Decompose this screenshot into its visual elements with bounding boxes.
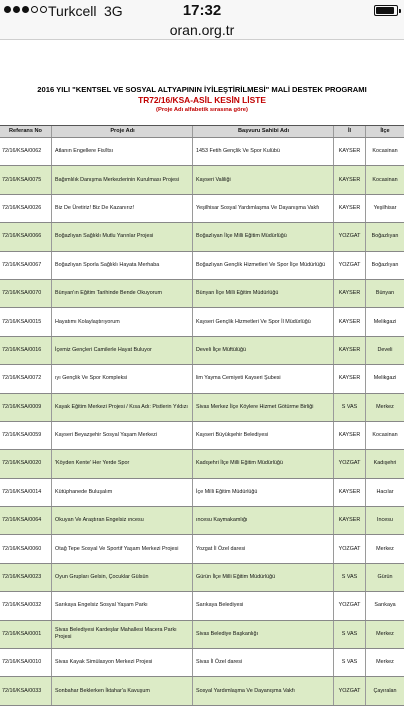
cell-applicant: lim Yayma Cemiyeti Kayseri Şubesi [193,365,334,392]
cell-applicant: Sarıkaya Belediyesi [193,592,334,619]
cell-district: Çayıralan [373,687,397,694]
table-row [0,166,404,194]
column-header-project: Proje Adı [52,126,193,137]
table-row [0,535,404,563]
column-header-applicant: Başvuru Sahibi Adı [193,126,334,137]
column-header-district: İlçe [380,128,390,134]
table-row [0,592,404,620]
document-note: (Proje Adı alfabetik sırasına göre) [156,107,248,113]
cell-ref: 72/16/KSA/0059 [0,422,52,449]
cell-district: Melikgazi [373,318,397,325]
table-row [0,649,404,677]
table-row [0,252,404,280]
battery-level [376,7,394,14]
cell-district: Develi [377,346,393,353]
cell-province: S VAS [334,394,366,421]
cell-province: YOZGAT [334,592,366,619]
cell-ref: 72/16/KSA/0070 [0,280,52,307]
cell-project: Sivas Kayak Simülasyon Merkezi Projesi [52,649,193,676]
cell-district: Merkez [376,659,394,666]
cell-province: S VAS [334,564,366,591]
cell-district: Incesu [377,517,393,524]
cell-ref: 72/16/KSA/0062 [0,138,52,165]
cell-project: Bağımlılık Danışma Merkezlerinin Kurulması Projesi [52,166,193,193]
cell-project: Otağ Tepe Sosyal Ve Sportif Yaşam Merkezi Projesi [52,535,193,562]
cell-applicant: Kadışehri İlçe Milli Eğitim Müdürlüğü [193,450,334,477]
cell-province: YOZGAT [334,535,366,562]
cell-district: Boğazlıyan [371,261,399,268]
cell-district: Merkez [376,403,394,410]
cell-applicant: Yeşilhisar Sosyal Yardımlaşma Ve Dayanışma Vakfı [193,195,334,222]
table-header-row [0,126,404,138]
cell-applicant: Sivas Merkez İlçe Köylere Hizmet Götürme Birliği [193,394,334,421]
table-row [0,223,404,251]
cell-applicant: Kayseri Büyükşehir Belediyesi [193,422,334,449]
table-row [0,507,404,535]
cell-project: Bünyan'ın Eğitim Tarihinde Bende Okuyorum [52,280,193,307]
cell-province: KAYSER [334,308,366,335]
cell-project: Atlanın Engellere Fis/ltsı [52,138,193,165]
cell-province: KAYSER [334,422,366,449]
table-row [0,422,404,450]
network-type: 3G [104,3,123,19]
cell-project: Hayatımı Kolaylaştırıyorum [52,308,193,335]
project-table [0,125,404,706]
carrier-name: Turkcell [48,3,97,19]
cell-province: KAYSER [334,195,366,222]
table-row [0,138,404,166]
cell-project: Kütüphanede Buluşalım [52,479,193,506]
cell-applicant: İçe Milli Eğitim Müdürlüğü [193,479,334,506]
cell-project: Biz De Üretiriz! Biz De Kazanırız! [52,195,193,222]
url-text[interactable]: oran.org.tr [169,22,235,38]
cell-ref: 72/16/KSA/0060 [0,535,52,562]
cell-province: KAYSER [334,507,366,534]
cell-province: KAYSER [334,138,366,165]
cell-ref: 72/16/KSA/0015 [0,308,52,335]
cell-ref: 72/16/KSA/0014 [0,479,52,506]
cell-project: Okuyan Ve Araştıran Engelsiz ıncesu [52,507,193,534]
cell-applicant: Boğazlıyan Gençlik Hizmetleri Ve Spor İlçe Müdürlüğü [193,252,334,279]
cell-project: Kayseri Beyazşehir Sosyal Yaşam Merkezi [52,422,193,449]
battery-icon [374,5,398,16]
cell-province: KAYSER [334,166,366,193]
cell-applicant: Sosyal Yardımlaşma Ve Dayanışma Vakfı [193,677,334,704]
cell-province: YOZGAT [334,677,366,704]
cell-project: Sarıkaya Engelsiz Sosyal Yaşam Parkı [52,592,193,619]
cell-project: 'Köyden Kente' Her Yerde Spor [52,450,193,477]
cell-province: KAYSER [334,479,366,506]
cell-applicant: Bünyan İlçe Milli Eğitim Müdürlüğü [193,280,334,307]
cell-district: Kocasinan [372,176,398,183]
column-header-province: İl [334,126,366,137]
cell-ref: 72/16/KSA/0033 [0,677,52,704]
cell-applicant: Yozgat İl Özel daresi [193,535,334,562]
cell-project: Boğazlıyan Sağlıklı Mutlu Yarınlar Projesi [52,223,193,250]
table-row [0,564,404,592]
document-subtitle: TR72/16/KSA-ASİL KESİN LİSTE [138,95,266,105]
cell-district: Kocasinan [372,432,398,439]
column-header-ref: Referans No [0,126,52,137]
cell-project: Oyun Grupları Gelsin, Çocuklar Gülsün [52,564,193,591]
cell-ref: 72/16/KSA/0066 [0,223,52,250]
cell-district: Boğazlıyan [371,233,399,240]
cell-province: YOZGAT [334,450,366,477]
cell-applicant: Gürün İlçe Milli Eğitim Müdürlüğü [193,564,334,591]
cell-applicant: Kayseri Valiliği [193,166,334,193]
table-row [0,365,404,393]
cell-district: Yeşilhisar [373,204,397,211]
cell-ref: 72/16/KSA/0001 [0,621,52,648]
cell-ref: 72/16/KSA/0064 [0,507,52,534]
table-row [0,337,404,365]
cell-district: Hacılar [376,488,394,495]
cell-district: Merkez [376,630,394,637]
cell-project: Sivas Belediyesi Kardeşlar Mahallesi Macera Parkı Projesi [52,621,193,648]
cell-district: Kadışehri [373,460,397,467]
table-row [0,450,404,478]
cell-project: ıyı Gençlik Ve Spor Kompleksi [52,365,193,392]
table-row [0,621,404,649]
table-row [0,280,404,308]
cell-ref: 72/16/KSA/0032 [0,592,52,619]
cell-ref: 72/16/KSA/0072 [0,365,52,392]
cell-applicant: ıncesu Kaymakamlığı [193,507,334,534]
cell-ref: 72/16/KSA/0016 [0,337,52,364]
table-row [0,479,404,507]
table-row [0,308,404,336]
cell-province: KAYSER [334,280,366,307]
address-bar[interactable] [0,22,404,40]
cell-ref: 72/16/KSA/0067 [0,252,52,279]
cell-ref: 72/16/KSA/0020 [0,450,52,477]
cell-applicant: Develi İlçe Müftülüğü [193,337,334,364]
cell-district: Melikgazi [373,375,397,382]
cell-province: YOZGAT [334,223,366,250]
cell-ref: 72/16/KSA/0026 [0,195,52,222]
cell-district: Gürün [377,574,393,581]
cell-province: S VAS [334,621,366,648]
clock: 17:32 [182,2,222,19]
document-view[interactable] [0,41,404,720]
cell-district: Sarıkaya [374,602,396,609]
status-bar [0,0,404,22]
cell-project: İçemiz Gençleri Camilerle Hayat Buluyor [52,337,193,364]
table-row [0,195,404,223]
cell-project: Boğazlıyan Sporla Sağlıklı Hayata Merhaba [52,252,193,279]
cell-ref: 72/16/KSA/0075 [0,166,52,193]
document-header [0,85,404,114]
cell-district: Merkez [376,545,394,552]
cell-applicant: Boğazlıyan İlçe Milli Eğitim Müdürlüğü [193,223,334,250]
cell-province: KAYSER [334,337,366,364]
cell-district: Kocasinan [372,148,398,155]
document-title: 2016 YILI "KENTSEL VE SOSYAL ALTYAPININ İYİLEŞTİRİLMESİ" MALİ DESTEK PROGRAMI [37,85,367,94]
cell-province: KAYSER [334,365,366,392]
cell-applicant: Sivas Belediye Başkanlığı [193,621,334,648]
cell-applicant: Kayseri Gençlik Hizmetleri Ve Spor İl Müdürlüğü [193,308,334,335]
cell-ref: 72/16/KSA/0010 [0,649,52,676]
cell-applicant: 1453 Fetih Gençlik Ve Spor Kulübü [193,138,334,165]
table-row [0,677,404,705]
cell-project: Sonbahar Beklerken İktahar'a Kavuşum [52,677,193,704]
cell-applicant: Sivas İl Özel daresi [193,649,334,676]
cell-province: YOZGAT [334,252,366,279]
cell-ref: 72/16/KSA/0023 [0,564,52,591]
cell-district: Bünyan [375,290,395,297]
cell-province: S VAS [334,649,366,676]
table-row [0,394,404,422]
cell-project: Kayak Eğitim Merkezi Projesi / Kısa Adı: Pistlerin Yıldızı [52,394,193,421]
cell-ref: 72/16/KSA/0009 [0,394,52,421]
